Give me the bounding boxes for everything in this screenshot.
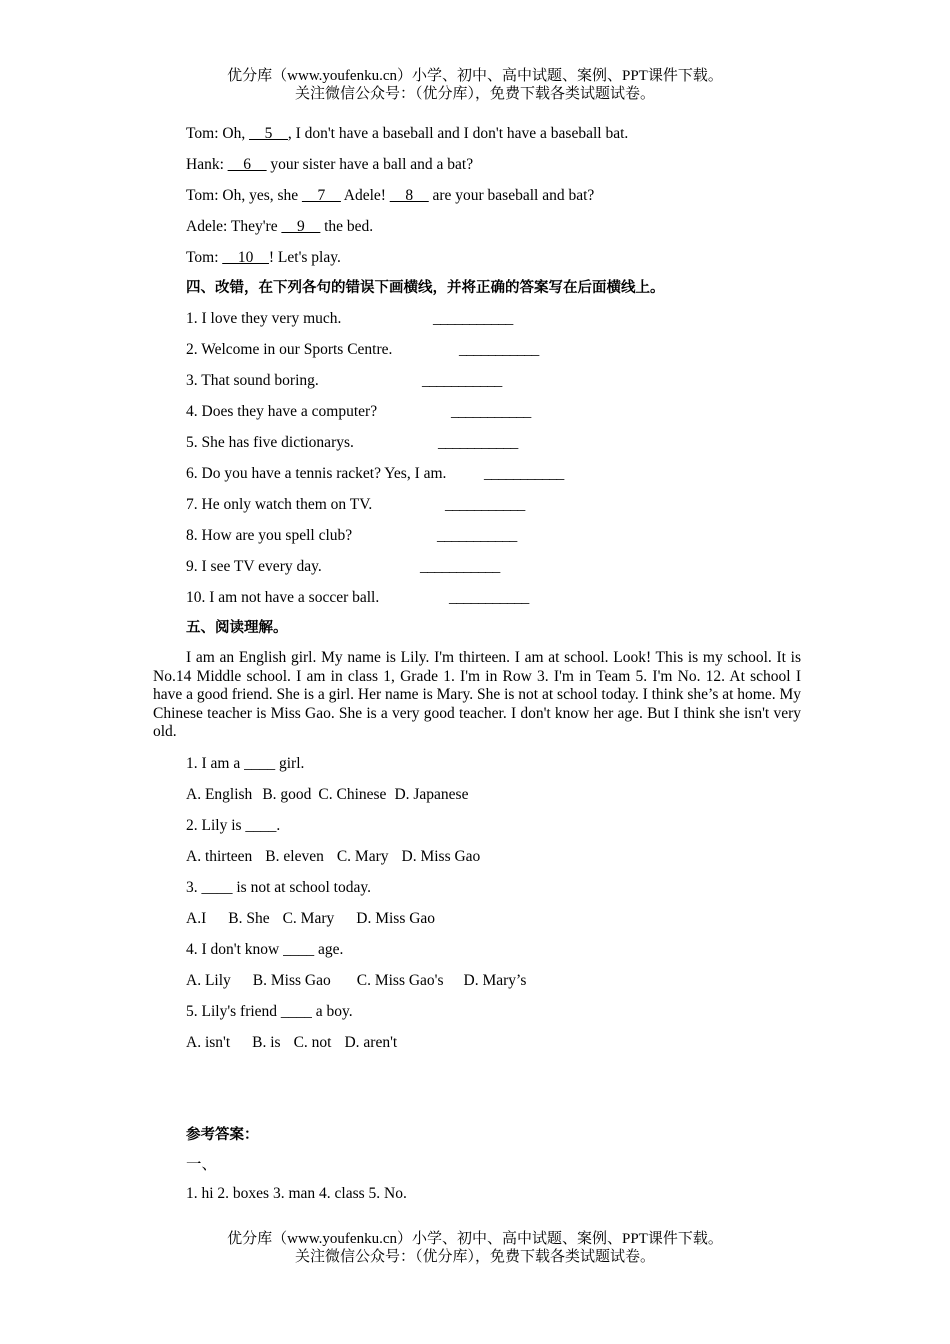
- question-2-options: [186, 847, 480, 867]
- option: B. Miss Gao: [252, 972, 331, 989]
- answers-part-1-label: 一、: [186, 1156, 218, 1173]
- answer-blank-5: ___________: [438, 434, 518, 451]
- blank-7: __7__: [302, 187, 341, 204]
- answer-blank-4: ___________: [451, 403, 531, 420]
- correction-item-9: 9. I see TV every day.: [186, 558, 322, 575]
- question-4-options: [186, 971, 526, 991]
- answer-blank-7: ___________: [445, 496, 525, 513]
- correction-item-4: 4. Does they have a computer?: [186, 403, 378, 420]
- dialogue-line-3: Tom: Oh, yes, she __7__ Adele! __8__ are your baseball and bat?: [186, 187, 595, 204]
- section-4-title: 四、改错，在下列各句的错误下画横线，并将正确的答案写在后面横线上。: [186, 280, 665, 296]
- answer-blank-8: ___________: [437, 527, 517, 544]
- answers-title: 参考答案：: [186, 1127, 259, 1143]
- option: A. isn't: [186, 1034, 231, 1051]
- correction-item-10: 10. I am not have a soccer ball.: [186, 589, 380, 606]
- question-3-options: [186, 909, 435, 929]
- option: D. Miss Gao: [401, 848, 481, 865]
- footer-line-2: 关注微信公众号：（优分库），免费下载各类试题试卷。: [294, 1249, 655, 1265]
- footer-line-1: 优分库（www.youfenku.cn）小学、初中、高中试题、案例、PPT课件下载。: [227, 1231, 723, 1247]
- option: A. English: [186, 786, 253, 803]
- correction-item-7: 7. He only watch them on TV.: [186, 496, 373, 513]
- option: B. eleven: [265, 848, 324, 865]
- blank-8: __8__: [389, 187, 429, 204]
- answer-blank-9: ___________: [420, 558, 500, 575]
- option: C. Miss Gao's: [356, 972, 444, 989]
- correction-item-2: 2. Welcome in our Sports Centre.: [186, 341, 393, 358]
- answer-blank-10: ___________: [449, 589, 529, 606]
- question-5: 5. Lily's friend ____ a boy.: [186, 1003, 353, 1020]
- page-header: [0, 67, 950, 103]
- option: A. Lily: [186, 972, 231, 989]
- question-4: 4. I don't know ____ age.: [186, 941, 344, 958]
- question-2: 2. Lily is ____.: [186, 817, 281, 834]
- answer-blank-2: ___________: [459, 341, 539, 358]
- question-5-options: [186, 1033, 397, 1053]
- answers-part-1: 1. hi 2. boxes 3. man 4. class 5. No.: [186, 1185, 407, 1202]
- section-5-title: 五、阅读理解。: [186, 620, 288, 636]
- correction-item-3: 3. That sound boring.: [186, 372, 319, 389]
- option: A.I: [186, 910, 207, 927]
- option: C. Mary: [336, 848, 389, 865]
- blank-5: __5__: [249, 125, 288, 142]
- question-1-options: [186, 785, 468, 805]
- dialogue-line-4: Adele: They're __9__ the bed.: [186, 218, 374, 235]
- option: C. Chinese: [318, 786, 387, 803]
- blank-9: __9__: [281, 218, 321, 235]
- option: A. thirteen: [186, 848, 253, 865]
- correction-item-5: 5. She has five dictionarys.: [186, 434, 354, 451]
- correction-item-8: 8. How are you spell club?: [186, 527, 353, 544]
- option: D. Mary’s: [463, 972, 527, 989]
- option: D. Japanese: [394, 786, 469, 803]
- correction-item-6: 6. Do you have a tennis racket? Yes, I am.: [186, 465, 447, 482]
- header-line-2: 关注微信公众号：（优分库），免费下载各类试题试卷。: [294, 86, 655, 102]
- dialogue-line-5: Tom: __10__! Let's play.: [186, 249, 341, 266]
- option: D. aren't: [344, 1034, 398, 1051]
- option: B. is: [252, 1034, 281, 1051]
- answer-blank-3: ___________: [422, 372, 502, 389]
- question-3: 3. ____ is not at school today.: [186, 879, 371, 896]
- option: D. Miss Gao: [356, 910, 436, 927]
- question-1: 1. I am a ____ girl.: [186, 755, 305, 772]
- correction-item-1: 1. I love they very much.: [186, 310, 342, 327]
- option: B. She: [228, 910, 270, 927]
- option: B. good: [262, 786, 312, 803]
- page-footer: [0, 1230, 950, 1266]
- answer-blank-1: ___________: [433, 310, 513, 327]
- reading-passage: I am an English girl. My name is Lily. I'm thirteen. I am at school. Look! This is my school. It is No.14 Middle school. I am in class 1, Grade 1. I'm in Row 3. I'm in Team 5. I'm No. 12. At school I have a good friend. She is a girl. Her name is Mary. She is not at school today. I think she’s at home. My Chinese teacher is Miss Gao. She is a very good teacher. I don't know her age. But I think she isn't very old.: [153, 649, 802, 741]
- dialogue-line-2: Hank: __6__ your sister have a ball and a bat?: [186, 156, 474, 173]
- option: C. not: [293, 1034, 332, 1051]
- blank-10: __10__: [222, 249, 269, 266]
- blank-6: __6__: [227, 156, 267, 173]
- option: C. Mary: [282, 910, 335, 927]
- answer-blank-6: ___________: [484, 465, 564, 482]
- header-line-1: 优分库（www.youfenku.cn）小学、初中、高中试题、案例、PPT课件下载。: [227, 68, 723, 84]
- dialogue-line-1: Tom: Oh, __5__, I don't have a baseball and I don't have a baseball bat.: [186, 125, 629, 142]
